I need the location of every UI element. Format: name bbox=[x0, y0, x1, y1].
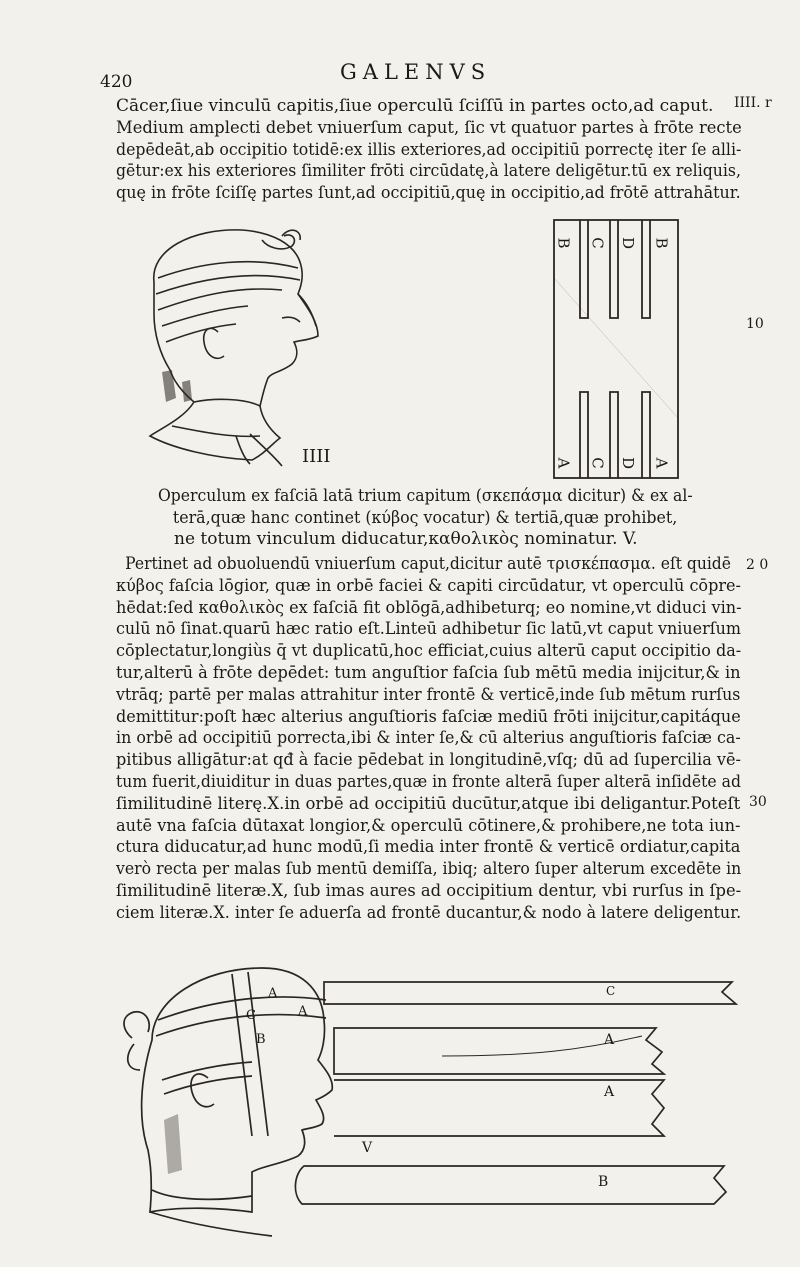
running-head: GALENVS bbox=[340, 60, 492, 84]
strip-label-b-left: B bbox=[554, 237, 573, 249]
page-header bbox=[0, 58, 800, 92]
page-number: 420 bbox=[100, 72, 133, 92]
strip-label-a-lower: A bbox=[604, 1084, 615, 1100]
strip-label-c-top: C bbox=[588, 237, 607, 249]
head-label-a2: A bbox=[298, 1004, 308, 1019]
strip-label-a-left: A bbox=[554, 457, 573, 469]
caption-line: Operculum ex faſciā latā trium capitum (σκεπάσμα dicitur) & ex al- bbox=[158, 486, 693, 506]
figure-caption bbox=[158, 486, 693, 551]
text-line: κύβος faſcia lōgior, quæ in orbē faciei & capiti circūdatur, vt operculū cōpre- bbox=[116, 575, 741, 596]
strip-label-d-top: D bbox=[619, 236, 638, 250]
bandage-strip-diagram bbox=[552, 218, 682, 480]
margin-line-number-10: 10 bbox=[746, 316, 764, 332]
margin-section-mark: IIII. r bbox=[734, 95, 772, 111]
head-label-a1: A bbox=[268, 986, 278, 1001]
text-line: hēdat:ſed καθολικὸς ex faſciā fit oblōgā,adhibeturq; eo nomine,vt diduci vin- bbox=[116, 597, 742, 618]
text-line: pitibus alligātur:at qđ à facie pēdebat in longitudinē,vſq; dū ad ſupercilia vē- bbox=[116, 750, 741, 771]
text-line: quę in frōte ſciſſę partes ſunt,ad occipitiū,quę in occipitio,ad frōtē attrahātur. bbox=[116, 183, 741, 204]
woodcut-head-bandage-1 bbox=[132, 222, 332, 470]
woodcut-head-bandage-2 bbox=[112, 960, 752, 1240]
text-line: Cācer,ſiue vinculū capitis,ſiue operculū ſciſſū in partes octo,ad caput. bbox=[116, 96, 714, 116]
strip-label-c: C bbox=[606, 984, 616, 998]
figure-numeral: IIII bbox=[302, 446, 331, 467]
strip-label-b: B bbox=[598, 1174, 609, 1190]
text-line: depēdeāt,ab occipitio totidē:ex illis exteriores,ad occipitiū porrectę iter ſe alli- bbox=[116, 139, 742, 160]
text-line: gētur:ex his exteriores ſimiliter frōti circūdatę,à latere deligētur.tū ex reliquis, bbox=[116, 161, 741, 182]
text-line: Pertinet ad obuoluendū vniuerſum caput,dicitur autē τρισκέπασμα. eſt quidē bbox=[125, 554, 731, 574]
strip-label-b-right: B bbox=[652, 237, 671, 249]
strip-label-v: V bbox=[362, 1140, 373, 1156]
text-line: demittitur:poſt hæc alterius anguſtioris faſciæ mediū frōti inijcitur,capitáque bbox=[116, 706, 741, 727]
strip-label-a-upper: A bbox=[604, 1032, 615, 1048]
caption-line: ne totum vinculum diducatur,καθολικὸς nominatur. V. bbox=[174, 529, 638, 549]
text-line: culū nō ſinat.quarū hæc ratio eſt.Linteū adhibetur ſic latū,vt caput vniuerſum bbox=[116, 619, 741, 640]
text-line: Medium amplecti debet vniuerſum caput, ſic vt quatuor partes à frōte recte bbox=[116, 117, 742, 138]
strip-label-a-right: A bbox=[652, 457, 671, 469]
text-line: ciem literæ.X. inter ſe aduerſa ad frontē ducantur,& nodo à latere deligentur. bbox=[116, 902, 742, 923]
text-line: tur,alterū à frōte depēdet: tum anguſtior faſcia ſub mētū media inijcitur,& in bbox=[116, 662, 741, 683]
text-line: tum fuerit,diuiditur in duas partes,quæ in fronte alterā ſuper alterā inſidēte ad bbox=[116, 771, 741, 792]
text-line: autē vna faſcia dūtaxat longior,& operculū cōtinere,& prohibere,ne tota iun- bbox=[116, 815, 741, 836]
paragraph-bandage-description bbox=[116, 96, 741, 205]
text-line: cōplectatur,longiùs q̄ vt duplicatū,hoc efficiat,cuius alterū caput occipitio da- bbox=[116, 641, 742, 662]
margin-line-number-20: 2 0 bbox=[746, 557, 769, 573]
text-line: verò recta per malas ſub mentū demiſſa, ibiq; altero ſuper alterum excedēte in bbox=[116, 859, 742, 880]
strip-label-c-bottom: C bbox=[588, 457, 607, 469]
text-line: ctura diducatur,ad hunc modū,ſi media inter frontē & verticē ordiatur,capita bbox=[116, 837, 741, 858]
text-line: vtrāq; partē per malas attrahitur inter frontē & verticē,inde ſub mētum rurſus bbox=[116, 684, 741, 705]
text-line: in orbē ad occipitiū porrecta,ibi & inter ſe,& cū alterius anguſtioris faſciæ ca- bbox=[116, 728, 741, 749]
margin-line-number-30: 30 bbox=[749, 794, 767, 810]
text-line: ſimilitudinē literę.X.in orbē ad occipitiū ducūtur,atque ibi deligantur.Poteſt bbox=[116, 793, 741, 814]
strip-label-d-bottom: D bbox=[619, 456, 638, 470]
caption-line: terā,quæ hanc continet (κύβος vocatur) & tertiā,quæ prohibet, bbox=[172, 507, 678, 528]
text-line: ſimilitudinē literæ.X, ſub imas aures ad occipitium dentur, vbi rurſus in ſpe- bbox=[116, 880, 742, 901]
head-label-c: C bbox=[246, 1008, 256, 1023]
paragraph-main-text bbox=[116, 554, 741, 925]
head-label-b: B bbox=[256, 1032, 266, 1047]
